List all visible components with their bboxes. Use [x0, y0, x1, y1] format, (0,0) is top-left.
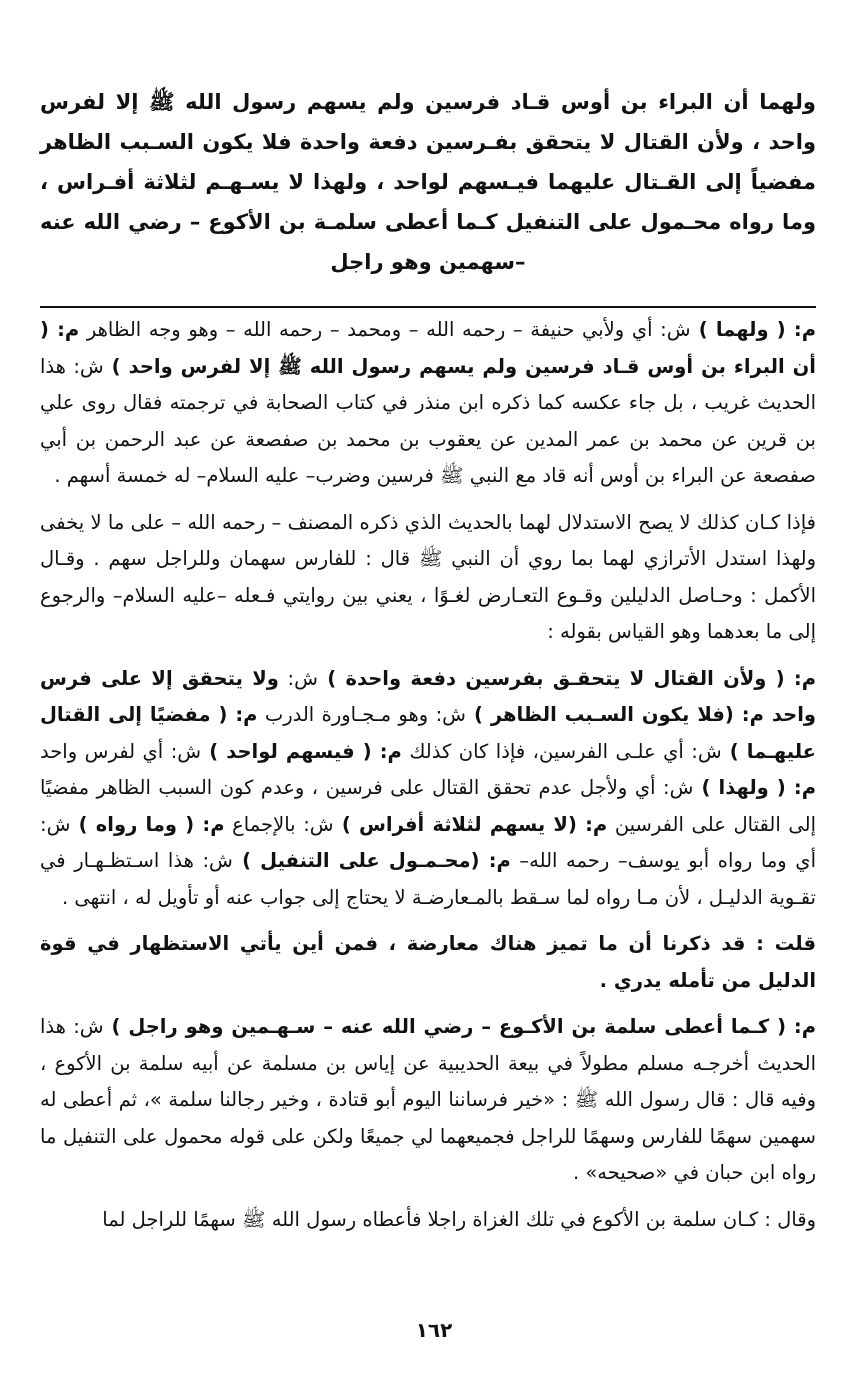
main-text: ولهما أن البراء بن أوس قـاد فرسين ولم يسهم رسول الله ﷺ إلا لفرس واحد ، ولأن القتال لا يتحقق بفـرسين دفعة واحدة فلا يكون السـبب الظاهر مفضياً إلى القـتال عليهما فيـسهم لواحد ، ولهذا لا يسـهـم لثلاثة أفـراس ، وما رواه محـمول على التنفيل كـما أعطى سلمـة بن الأكوع – رضي الله عنه –سهمين وهو راجل: [40, 90, 816, 274]
commentary-text-segment: ش: أي ولأجل عدم تحقق القتال على فرسين ، وعدم كون السبب الظاهر مفضيًا إلى القتال على الفرسين: [40, 776, 816, 836]
commentary-text-segment: ش:: [278, 666, 318, 690]
commentary-text-segment: ش: هذا الحديث أخرجـه مسلم مطولاً في بيعة الحديبية عن إياس بن مسلمة عن أبيه سلمة بن الأكوع ، وفيه قال : قال رسول الله ﷺ : «خير فرساننا اليوم أبو قتادة ، وخير رجالنا سلمة »، ثم أعطى له سهمين سهمًا للفارس وسهمًا للراجل فجميعهما لي جميعًا ولكن على قوله محمول على التنفيل ما رواه ابن حبان في «صحيحه» .: [40, 1015, 816, 1184]
quoted-text-segment: م: ( أن البراء بن أوس قـاد فرسين ولم يسهم رسول الله ﷺ إلا لفرس واحد ): [40, 318, 816, 378]
quoted-text-segment: قلت : قد ذكرنا أن ما تميز هناك معارضة ، فمن أين يأتي الاستظهار في قوة الدليل من تأمله يدري .: [40, 932, 816, 992]
commentary-paragraph: [40, 1009, 816, 1192]
page-number: ١٦٢: [415, 1318, 453, 1342]
commentary-paragraph: [40, 505, 816, 651]
quoted-text-segment: م: ( ولهما ): [690, 318, 816, 341]
quoted-text-segment: ولا يتحقق إلا على فرس واحد: [40, 666, 816, 726]
commentary-text-segment: ش: وهو مـجـاورة الدرب: [257, 703, 466, 726]
commentary-text-segment: ش: هذا الحديث غريب ، بل جاء عكسه كما ذكره ابن منذر في كتاب الصحابة في ترجمته فقال روى علي بن قرين عن محمد بن عمر المدين عن يعقوب بن محمد بن صفصعة عن عبد الرحمن بن أبي صفصعة عن البراء بن أوس أنه قاد مع النبي ﷺ فرسين وضرب– عليه السلام– له خمسة أسهم .: [40, 354, 816, 487]
commentary-text-segment: ش: أي ولأبي حنيفة – رحمه الله – ومحمد – رحمه الله – وهو وجه الظاهر: [79, 318, 691, 341]
book-page: [40, 82, 816, 1248]
quoted-text-segment: م: ( كـما أعطى سلمة بن الأكـوع – رضي الله عنه – سـهـمين وهو راجل ): [103, 1015, 817, 1038]
quoted-text-segment: م: ( فيسهم لواحد ): [201, 739, 402, 763]
quoted-text-segment: م: ( ولأن القتال لا يتحقـق بفرسين دفعة واحدة ): [317, 666, 816, 690]
commentary-text-segment: ش: أي علـى الفرسين، فإذا كان كذلك: [401, 739, 722, 763]
quoted-text-segment: م: (محـمـول على التنفيل ): [232, 849, 511, 872]
quoted-text-segment: م: (لا يسهم لثلاثة أفراس ): [333, 812, 608, 836]
quoted-text-segment: م: ( مفضيًا إلى القتال عليهـما ): [40, 703, 816, 763]
commentary-paragraph: [40, 1202, 816, 1239]
quoted-text-segment: م: (فلا يكون السـبب الظاهر ): [465, 703, 764, 726]
commentary-text-segment: ش: بالإجماع: [224, 812, 334, 836]
commentary-paragraph: [40, 661, 816, 917]
commentary-text-segment: ش: أي وما رواه أبو يوسف– رحمه الله–: [40, 812, 816, 872]
quoted-text-segment: م: ( ولهذا ): [693, 776, 816, 799]
commentary-text-segment: ش: أي لفرس واحد: [40, 739, 202, 763]
commentary: [40, 312, 816, 1238]
commentary-paragraph: [40, 926, 816, 999]
commentary-text-segment: وقال : كـان سلمة بن الأكوع في تلك الغزاة راجلا فأعطاه رسول الله ﷺ سهمًا للراجل لما: [102, 1207, 816, 1231]
quoted-text-segment: م: ( وما رواه ): [70, 812, 225, 836]
commentary-text-segment: ش: هذا اسـتظـهـار في تقـوية الدليـل ، لأن مـا رواه لما سـقط بالمـعارضـة لا يحتاج إلى جواب عنه أو تأويل له ، انتهى .: [40, 849, 816, 909]
commentary-text-segment: فإذا كـان كذلك لا يصح الاستدلال لهما بالحديث الذي ذكره المصنف – رحمه الله – على ما لا يخفى ولهذا استدل الأترازي لهما بما روي أن النبي ﷺ قال : للفارس سهمان وللراجل سهم . وقـال الأكمل : وحـاصل الدليلين وقـوع التعـارض لغـوًا ، يعني بين روايتي فـعله –عليه السلام– والرجوع إلى ما بعدهما وهو القياس بقوله :: [40, 510, 816, 643]
separator-line: [40, 306, 816, 308]
commentary-paragraph: [40, 312, 816, 495]
